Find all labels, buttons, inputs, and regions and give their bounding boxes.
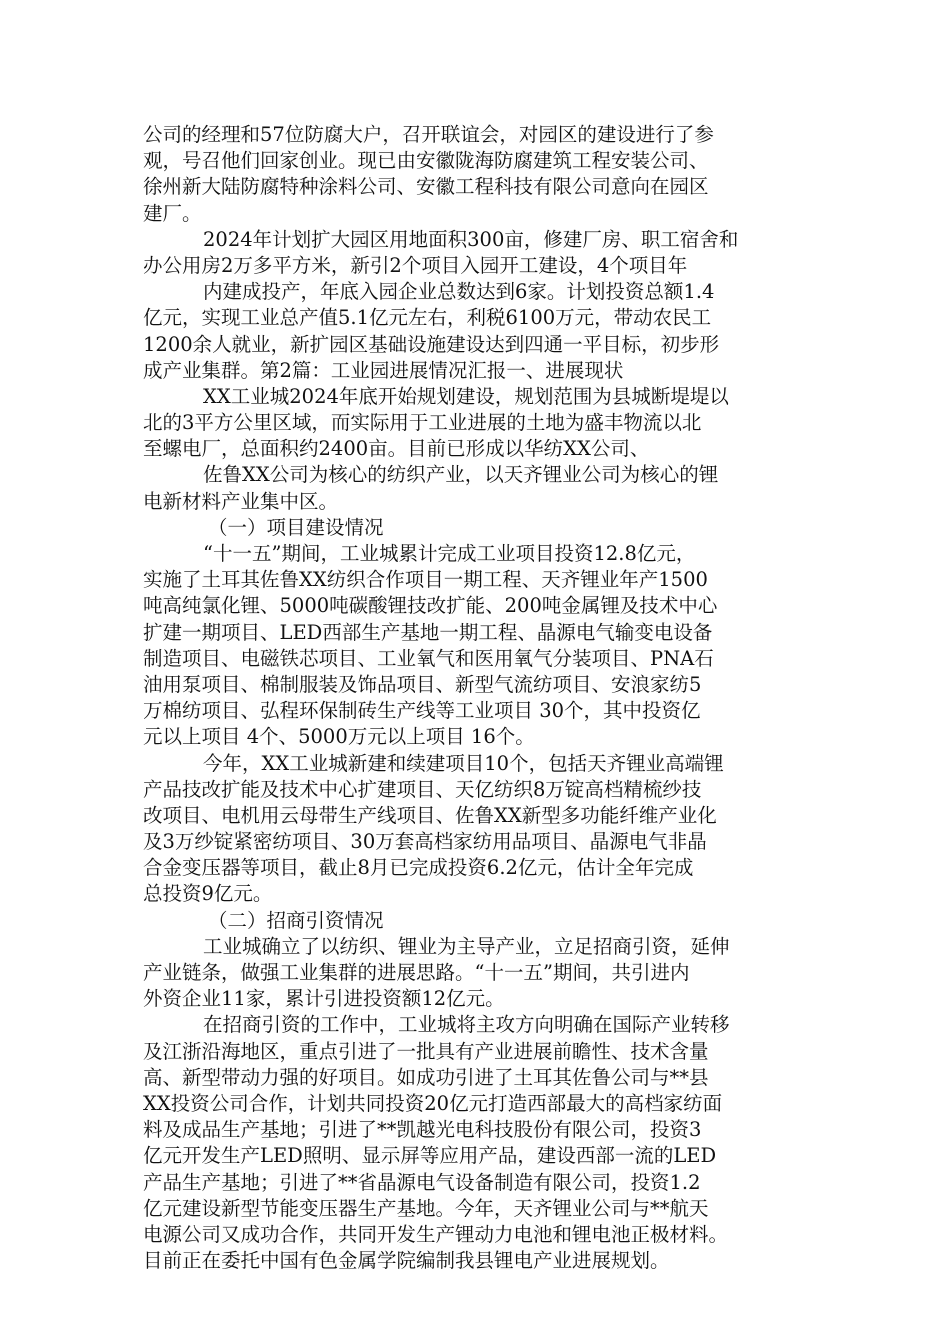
text-line: 1200余人就业，新扩园区基础设施建设达到四通一平目标，初步形 [143, 332, 720, 356]
section-heading: （二）招商引资情况 [208, 908, 384, 932]
text-line: 吨高纯氯化锂、5000吨碳酸锂技改扩能、200吨金属锂及技术中心 [143, 594, 718, 618]
text-line: 建厂。 [143, 201, 202, 225]
text-line: 观，号召他们回家创业。现已由安徽陇海防腐建筑工程安装公司、 [143, 149, 709, 173]
text-line: 办公用房2万多平方米，新引2个项目入园开工建设，4个项目年 [143, 253, 688, 277]
text-line: 外资企业11家，累计引进投资额12亿元。 [143, 987, 505, 1011]
text-line: 总投资9亿元。 [143, 882, 273, 906]
text-line: 电新材料产业集中区。 [143, 489, 339, 513]
text-line: 元以上项目 4个、5000万元以上项目 16个。 [143, 725, 535, 749]
text-line: 制造项目、电磁铁芯项目、工业氧气和医用氧气分装项目、PNA石 [143, 646, 714, 670]
text-line: XX投资公司合作，计划共同投资20亿元打造西部最大的高档家纺面 [143, 1091, 723, 1115]
text-line: 亿元建设新型节能变压器生产基地。今年，天齐锂业公司与**航天 [143, 1196, 709, 1220]
text-line: 产品技改扩能及技术中心扩建项目、天亿纺织8万锭高档精梳纱技 [143, 777, 702, 801]
text-line: 至螺电厂，总面积约2400亩。目前已形成以华纺XX公司、 [143, 437, 650, 461]
text-line: 亿元，实现工业总产值5.1亿元左右，利税6100万元，带动农民工 [143, 306, 712, 330]
text-line: 改项目、电机用云母带生产线项目、佐鲁XX新型多功能纤维产业化 [143, 803, 717, 827]
text-line: 工业城确立了以纺织、锂业为主导产业，立足招商引资，延伸 [203, 934, 730, 958]
text-line: 公司的经理和57位防腐大户，召开联谊会，对园区的建设进行了参 [143, 123, 714, 146]
document-page [143, 122, 808, 1274]
text-line: 合金变压器等项目，截止8月已完成投资6.2亿元，估计全年完成 [143, 856, 694, 880]
text-line: XX工业城2024年底开始规划建设，规划范围为县城断堤堤以 [203, 384, 729, 408]
text-line: 扩建一期项目、LED西部生产基地一期工程、晶源电气输变电设备 [143, 620, 713, 644]
text-line: 内建成投产，年底入园企业总数达到6家。计划投资总额1.4 [203, 280, 715, 304]
text-line: 及3万纱锭紧密纺项目、30万套高档家纺用品项目、晶源电气非晶 [143, 830, 707, 854]
text-line: 2024年计划扩大园区用地面积300亩，修建厂房、职工宿舍和 [203, 227, 739, 251]
text-line: 产品生产基地；引进了**省晶源电气设备制造有限公司，投资1.2 [143, 1170, 701, 1194]
text-line: 今年，XX工业城新建和续建项目10个，包括天齐锂业高端锂 [203, 751, 724, 775]
text-line: “十一五”期间，工业城累计完成工业项目投资12.8亿元， [203, 542, 696, 565]
text-line: 产业链条，做强工业集群的进展思路。“十一五”期间，共引进内 [143, 961, 690, 984]
text-line: 目前正在委托中国有色金属学院编制我县锂电产业进展规划。 [143, 1249, 670, 1273]
text-line: 高、新型带动力强的好项目。如成功引进了土耳其佐鲁公司与**县 [143, 1065, 709, 1089]
text-line: 成产业集群。第2篇：工业园进展情况汇报一、进展现状 [143, 358, 624, 382]
text-line: 实施了土耳其佐鲁XX纺织合作项目一期工程、天齐锂业年产1500 [143, 568, 708, 592]
text-line: 徐州新大陆防腐特种涂料公司、安徽工程科技有限公司意向在园区 [143, 175, 709, 199]
text-line: 在招商引资的工作中，工业城将主攻方向明确在国际产业转移 [203, 1013, 730, 1037]
text-line: 亿元开发生产LED照明、显示屏等应用产品，建设西部一流的LED [143, 1144, 717, 1168]
text-line: 北的3平方公里区域，而实际用于工业进展的土地为盛丰物流以北 [143, 411, 702, 435]
section-heading: （一）项目建设情况 [208, 515, 384, 539]
text-line: 及江浙沿海地区，重点引进了一批具有产业进展前瞻性、技术含量 [143, 1039, 709, 1063]
text-line: 万棉纺项目、弘程环保制砖生产线等工业项目 30个，其中投资亿 [143, 699, 701, 723]
text-line: 料及成品生产基地；引进了**凯越光电科技股份有限公司，投资3 [143, 1118, 702, 1142]
text-line: 电源公司又成功合作，共同开发生产锂动力电池和锂电池正极材料。 [143, 1222, 729, 1246]
text-line: 佐鲁XX公司为核心的纺织产业，以天齐锂业公司为核心的锂 [203, 463, 719, 487]
text-line: 油用泵项目、棉制服装及饰品项目、新型气流纺项目、安浪家纺5 [143, 672, 702, 696]
